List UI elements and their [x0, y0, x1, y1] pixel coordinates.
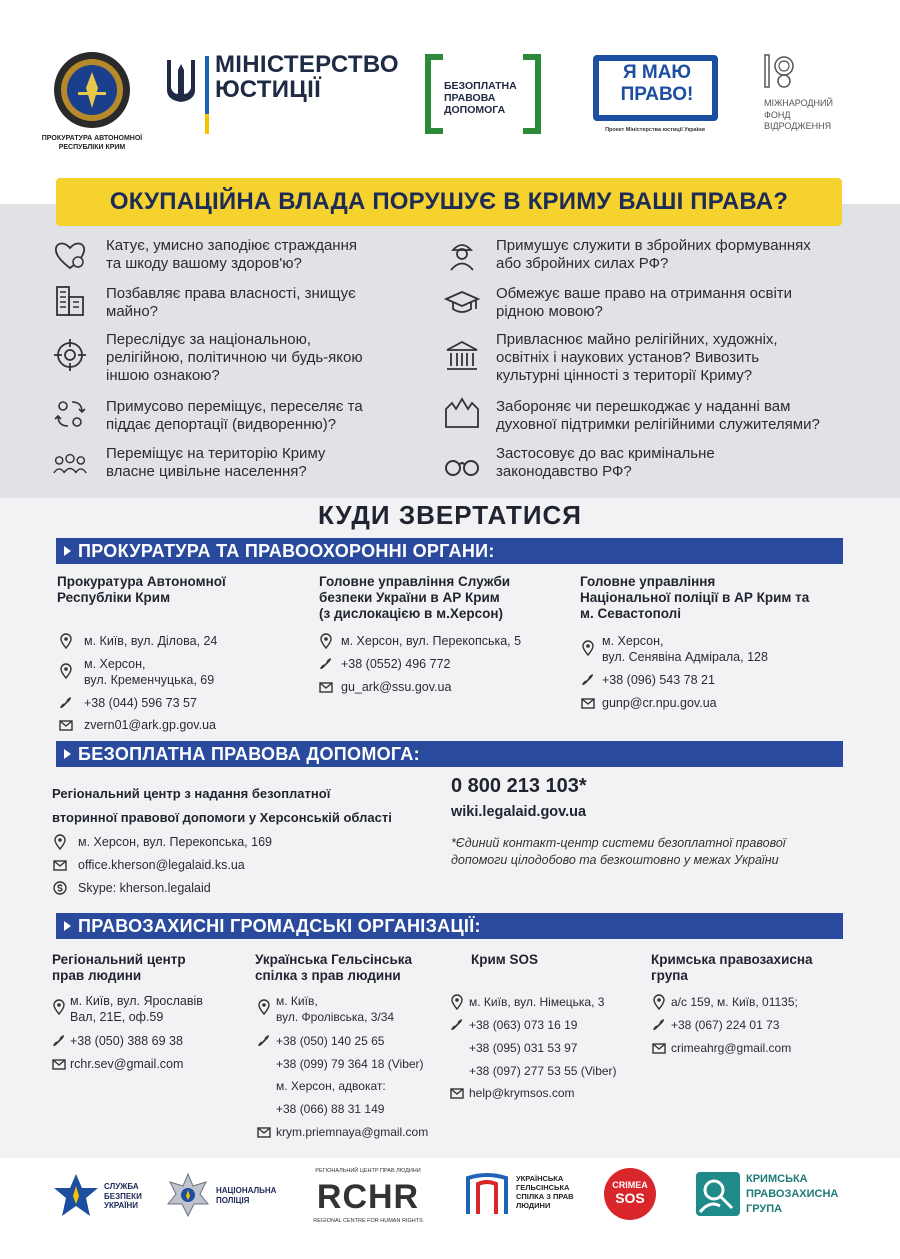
target-icon — [52, 337, 88, 373]
irf-line2: ФОНД — [764, 109, 791, 120]
graduation-cap-icon — [444, 285, 480, 321]
soldier-icon — [444, 237, 480, 273]
krym-sos-phone-2[interactable]: +38 (095) 031 53 97 — [469, 1041, 578, 1055]
police-phone[interactable]: +38 (096) 543 78 21 — [602, 673, 715, 687]
chrg-text: КРИМСЬКА ПРАВОЗАХИСНА ГРУПА — [746, 1173, 839, 1215]
free-legal-aid-logo — [425, 54, 541, 134]
imv-line2: ПРАВО! — [620, 84, 694, 105]
email-icon — [318, 679, 334, 695]
uhhru-phone-1[interactable]: +38 (050) 140 25 65 — [276, 1034, 385, 1048]
minjust-line2: ЮСТИЦІЇ — [215, 76, 321, 103]
question-cultural: Привласнює майно релігійних, художніх, освітніх і наукових установ? Вивозить культурні цінності з території Криму? — [496, 331, 778, 384]
ministry-of-justice-logo — [163, 51, 399, 132]
sbu-email[interactable]: gu_ark@ssu.gov.ua — [341, 680, 452, 694]
section-law-enforcement-band: ПРОКУРАТУРА ТА ПРАВООХОРОННІ ОРГАНИ: — [56, 538, 843, 564]
footer-logos — [0, 1158, 900, 1259]
email-icon — [449, 1085, 465, 1101]
phone-icon — [580, 672, 596, 688]
legal-aid-website[interactable]: wiki.legalaid.gov.ua — [451, 804, 587, 820]
phone-icon — [318, 656, 334, 672]
prosecutor-address-kherson: м. Херсон, вул. Кременчуцька, 69 — [84, 657, 215, 687]
prosecutor-email[interactable]: zvern01@ark.gp.gov.ua — [84, 718, 216, 732]
legal-aid-line2: ПРАВОВА — [444, 92, 496, 104]
i-have-right-logo — [585, 55, 720, 140]
skype-icon — [52, 880, 68, 896]
police-address: м. Херсон, вул. Сенявіна Адмірала, 128 — [602, 634, 768, 664]
location-pin-icon — [52, 834, 68, 850]
irf-line3: ВІДРОДЖЕННЯ — [764, 121, 832, 131]
krym-sos-address: м. Київ, вул. Німецька, 3 — [469, 995, 605, 1009]
legal-aid-address: м. Херсон, вул. Перекопська, 169 — [78, 835, 272, 849]
question-criminal-law: Застосовує до вас кримінальне законодавство РФ? — [496, 445, 715, 480]
police-text: НАЦІОНАЛЬНА ПОЛІЦІЯ — [216, 1186, 277, 1205]
church-icon — [444, 395, 480, 431]
email-icon — [51, 1056, 67, 1072]
org-legal-aid-title: Регіональний центр з надання безоплатної вторинної правової допомоги у Херсонській області — [52, 786, 392, 825]
location-pin-icon — [256, 999, 272, 1015]
org-sbu-title: Головне управління Служби безпеки України в АР Крим (з дислокацією в м.Херсон) — [319, 574, 511, 621]
location-pin-icon — [51, 999, 67, 1015]
email-icon — [651, 1040, 667, 1056]
trident-icon — [163, 56, 199, 106]
museum-icon — [444, 338, 480, 374]
minjust-line1: МІНІСТЕРСТВО — [215, 51, 399, 78]
sbu-address: м. Херсон, вул. Перекопська, 5 — [341, 634, 522, 648]
prosecutor-emblem-icon — [52, 50, 132, 130]
phone-icon — [256, 1033, 272, 1049]
sbu-text: СЛУЖБА БЕЗПЕКИ УКРАЇНИ — [104, 1182, 142, 1210]
building-icon — [52, 283, 88, 319]
chrg-address: а/с 159, м. Київ, 01135; — [671, 995, 798, 1009]
prosecutor-address-kyiv: м. Київ, вул. Ділова, 24 — [84, 634, 218, 648]
rchr-address: м. Київ, вул. Ярославів Вал, 21Е, оф.59 — [70, 994, 203, 1024]
handcuffs-icon — [444, 448, 480, 484]
chrg-emblem-icon — [696, 1172, 740, 1216]
question-military: Примушує служити в збройних формуваннях або збройних силах РФ? — [496, 237, 811, 272]
uhhru-email[interactable]: krym.priemnaya@gmail.com — [276, 1125, 429, 1139]
rchr-logo — [306, 1168, 430, 1228]
location-pin-icon — [318, 633, 334, 649]
org-police-title: Головне управління Національної поліції в АР Крим та м. Севастополі — [580, 574, 810, 621]
org-prosecutor-title: Прокуратура Автономної Республіки Крим — [57, 574, 226, 605]
police-email[interactable]: gunp@cr.npu.gov.ua — [602, 696, 717, 710]
crimea-sos-logo — [604, 1168, 656, 1220]
question-religion: Забороняє чи перешкоджає у наданні вам духовної підтримки релігійними служителями? — [496, 398, 820, 433]
org-uhhru-title: Українська Гельсінська спілка з прав людини — [255, 952, 413, 983]
police-emblem-icon — [166, 1172, 210, 1218]
crimea-sos-line1: CRIMEA — [612, 1180, 648, 1190]
legal-aid-hotline[interactable]: 0 800 213 103* — [451, 775, 587, 797]
uhhru-kherson-label: м. Херсон, адвокат: — [276, 1079, 386, 1093]
uhhru-address: м. Київ, вул. Фролівська, 3/34 — [276, 994, 395, 1024]
people-group-icon — [52, 446, 88, 482]
uhhru-phone-2[interactable]: +38 (099) 79 364 18 (Viber) — [276, 1057, 424, 1071]
legal-aid-note: *Єдиний контакт-центр системи безоплатної правової допомоги цілодобово та безкоштовно у межах України — [451, 836, 786, 867]
legal-aid-line1: БЕЗОПЛАТНА — [444, 80, 517, 92]
legal-aid-email[interactable]: office.kherson@legalaid.ks.ua — [78, 858, 245, 872]
irf-line1: МІЖНАРОДНИЙ — [764, 98, 833, 108]
chrg-phone[interactable]: +38 (067) 224 01 73 — [671, 1018, 780, 1032]
uhhru-text: УКРАЇНСЬКА ГЕЛЬСІНСЬКА СПІЛКА З ПРАВ ЛЮДИНИ — [516, 1174, 574, 1210]
renaissance-foundation-logo — [764, 54, 854, 139]
question-education: Обмежує ваше право на отримання освіти рідною мовою? — [496, 285, 793, 320]
header-logos — [0, 0, 900, 185]
main-title: ОКУПАЦІЙНА ВЛАДА ПОРУШУЄ В КРИМУ ВАШІ ПРАВА? — [56, 178, 842, 226]
where-to-apply-title: КУДИ ЗВЕРТАТИСЯ — [318, 500, 582, 530]
uhhru-phone-3[interactable]: +38 (066) 88 31 149 — [276, 1102, 385, 1116]
question-population: Переміщує на територію Криму власне цивільне населення? — [106, 445, 326, 480]
rchr-email[interactable]: rchr.sev@gmail.com — [70, 1057, 184, 1071]
imv-line1: Я МАЮ — [622, 62, 692, 83]
location-pin-icon — [58, 663, 74, 679]
krym-sos-email[interactable]: help@krymsos.com — [469, 1086, 575, 1100]
question-property: Позбавляє права власності, знищує майно? — [106, 285, 356, 320]
rchr-bottom-text: REGIONAL CENTRE FOR HUMAN RIGHTS — [313, 1218, 423, 1224]
crimea-sos-line2: SOS — [615, 1190, 645, 1206]
phone-icon — [651, 1017, 667, 1033]
section-ngo-band: ПРАВОЗАХИСНІ ГРОМАДСЬКІ ОРГАНІЗАЦІЇ: — [56, 913, 843, 939]
uhhru-emblem-icon — [462, 1170, 512, 1220]
prosecutor-phone[interactable]: +38 (044) 596 73 57 — [84, 696, 197, 710]
org-krym-sos-title: Крим SOS — [471, 952, 539, 967]
chrg-email[interactable]: crimeahrg@gmail.com — [671, 1041, 792, 1055]
rchr-text: RCHR — [316, 1178, 420, 1216]
question-torture: Катує, умисно заподіює страждання та шкоду вашому здоров'ю? — [106, 237, 357, 272]
question-deportation: Примусово переміщує, переселяє та піддає депортації (видворенню)? — [106, 398, 363, 433]
phone-icon — [58, 695, 74, 711]
location-pin-icon — [58, 633, 74, 649]
heart-icon — [52, 237, 88, 273]
phone-icon — [51, 1033, 67, 1049]
section-legal-aid-band: БЕЗОПЛАТНА ПРАВОВА ДОПОМОГА: — [56, 741, 843, 767]
phone-icon — [449, 1017, 465, 1033]
email-icon — [256, 1124, 272, 1140]
legal-aid-line3: ДОПОМОГА — [444, 104, 506, 116]
question-persecution: Переслідує за національною, релігійною, політичною чи будь-якою іншою ознакою? — [106, 331, 363, 384]
org-chrg-title: Кримська правозахисна група — [651, 952, 813, 983]
email-icon — [58, 717, 74, 733]
email-icon — [52, 857, 68, 873]
location-pin-icon — [580, 640, 596, 656]
legal-aid-skype[interactable]: Skype: kherson.legalaid — [78, 881, 211, 895]
org-rchr-title: Регіональний центр прав людини — [52, 952, 186, 983]
location-pin-icon — [449, 994, 465, 1010]
irf-mark-icon — [764, 54, 796, 90]
sbu-phone[interactable]: +38 (0552) 496 772 — [341, 657, 451, 671]
sbu-emblem-icon — [52, 1172, 100, 1220]
relocation-icon — [52, 396, 88, 432]
krym-sos-phone-1[interactable]: +38 (063) 073 16 19 — [469, 1018, 578, 1032]
imv-caption: Проект Міністерства юстиції України — [605, 127, 705, 133]
email-icon — [580, 695, 596, 711]
location-pin-icon — [651, 994, 667, 1010]
rchr-top-text: РЕГІОНАЛЬНИЙ ЦЕНТР ПРАВ ЛЮДИНИ — [315, 1168, 421, 1174]
prosecutor-caption: ПРОКУРАТУРА АВТОНОМНОЇ РЕСПУБЛІКИ КРИМ — [41, 135, 143, 151]
krym-sos-phone-3[interactable]: +38 (097) 277 53 55 (Viber) — [469, 1064, 617, 1078]
rchr-phone[interactable]: +38 (050) 388 69 38 — [70, 1034, 183, 1048]
